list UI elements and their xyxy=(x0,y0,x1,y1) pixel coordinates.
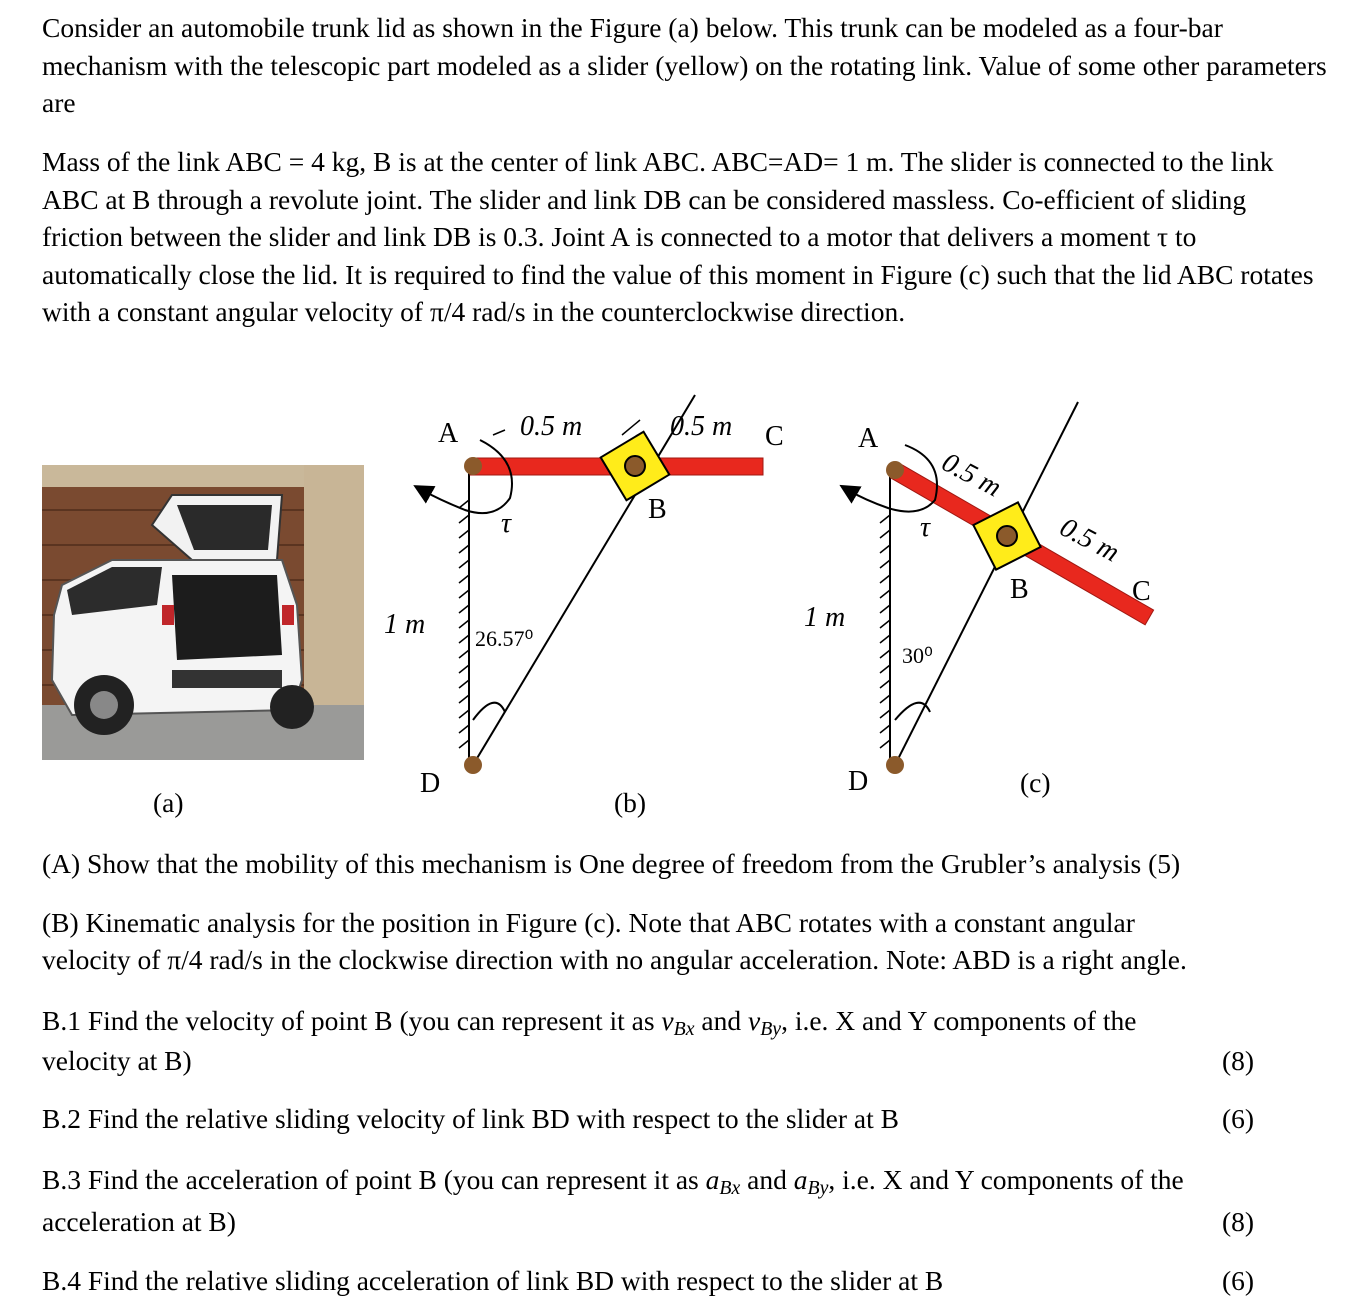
label-a-c: A xyxy=(858,423,879,454)
figure-c xyxy=(804,402,1154,797)
height-label-c: 1 m xyxy=(804,602,846,633)
joint-a-b xyxy=(464,457,482,475)
car-trunk-photo xyxy=(42,465,364,760)
figure-b xyxy=(384,395,784,799)
question-b-line2: velocity of π/4 rad/s in the clockwise direction with no angular acceleration. Note: ABD is a right angle. xyxy=(42,944,1187,975)
angle-label-b: 26.57⁰ xyxy=(475,626,534,651)
label-b-b: B xyxy=(648,494,667,525)
link-db-c xyxy=(895,402,1078,765)
dim-bc-c: 0.5 m xyxy=(1054,511,1125,569)
tau-label-b: τ xyxy=(501,508,512,539)
joint-d-c xyxy=(886,756,904,774)
label-d-c: D xyxy=(848,766,869,797)
link-db-b xyxy=(473,395,695,765)
angle-label-c: 30⁰ xyxy=(902,643,933,668)
question-b1-line2: velocity at B) xyxy=(42,1045,192,1076)
points-b1: (8) xyxy=(1222,1045,1255,1076)
height-label-b: 1 m xyxy=(384,609,426,640)
joint-b-c xyxy=(997,526,1017,546)
label-d-b: D xyxy=(420,768,441,799)
label-c-c: C xyxy=(1132,576,1151,607)
joint-b-b xyxy=(625,456,645,476)
question-b1-line1: B.1 Find the velocity of point B (you can represent it as $v_{Bx}$ and $v_{By}$, i.e. X and Y components of the xyxy=(42,1005,1137,1040)
question-b4: B.4 Find the relative sliding acceleration of link BD with respect to the slider at B xyxy=(42,1265,944,1296)
points-b3: (8) xyxy=(1222,1206,1255,1237)
label-c-b: C xyxy=(765,421,784,452)
dim-bc-b: 0.5 m xyxy=(670,411,733,442)
question-a: (A) Show that the mobility of this mechanism is One degree of freedom from the Grubler’s analysis (5) xyxy=(42,848,1181,879)
dim-ab-c: 0.5 m xyxy=(936,446,1007,504)
tau-label-c: τ xyxy=(920,512,931,543)
caption-b: (b) xyxy=(614,787,647,818)
mechanism-figures xyxy=(370,390,1170,810)
caption-c: (c) xyxy=(1020,767,1051,798)
question-b3-line2: acceleration at B) xyxy=(42,1206,236,1237)
points-b4: (6) xyxy=(1222,1265,1255,1296)
question-b2: B.2 Find the relative sliding velocity of link BD with respect to the slider at B xyxy=(42,1103,899,1134)
label-a-b: A xyxy=(438,418,459,449)
dim-ab-b: 0.5 m xyxy=(520,411,583,442)
angle-arc-c xyxy=(895,703,930,720)
question-b3-line1: B.3 Find the acceleration of point B (you can represent it as $a_{Bx}$ and $a_{By}$, i.e. X and Y components of the xyxy=(42,1164,1184,1199)
parameters-paragraph: Mass of the link ABC = 4 kg, B is at the center of link ABC. ABC=AD= 1 m. The slider is connected to the link ABC at B through a revolute joint. The slider and link DB can be considered massless. Co-efficient of sliding friction between the slider and link DB is 0.3. Joint A is connected to a motor that delivers a moment τ to automatically close the lid. It is required to find the value of this moment in Figure (c) such that the lid ABC rotates with a constant angular velocity of π/4 rad/s in the counterclockwise direction. xyxy=(42,146,1314,327)
label-b-c: B xyxy=(1010,574,1029,605)
angle-arc-b xyxy=(473,703,505,720)
joint-d-b xyxy=(464,756,482,774)
caption-a: (a) xyxy=(153,787,184,818)
joint-a-c xyxy=(886,461,904,479)
question-b-line1: (B) Kinematic analysis for the position in Figure (c). Note that ABC rotates with a constant angular xyxy=(42,907,1135,938)
intro-paragraph: Consider an automobile trunk lid as shown in the Figure (a) below. This trunk can be modeled as a four-bar mechanism with the telescopic part modeled as a slider (yellow) on the rotating link. Value of some other parameters are xyxy=(42,12,1327,118)
points-b2: (6) xyxy=(1222,1103,1255,1134)
